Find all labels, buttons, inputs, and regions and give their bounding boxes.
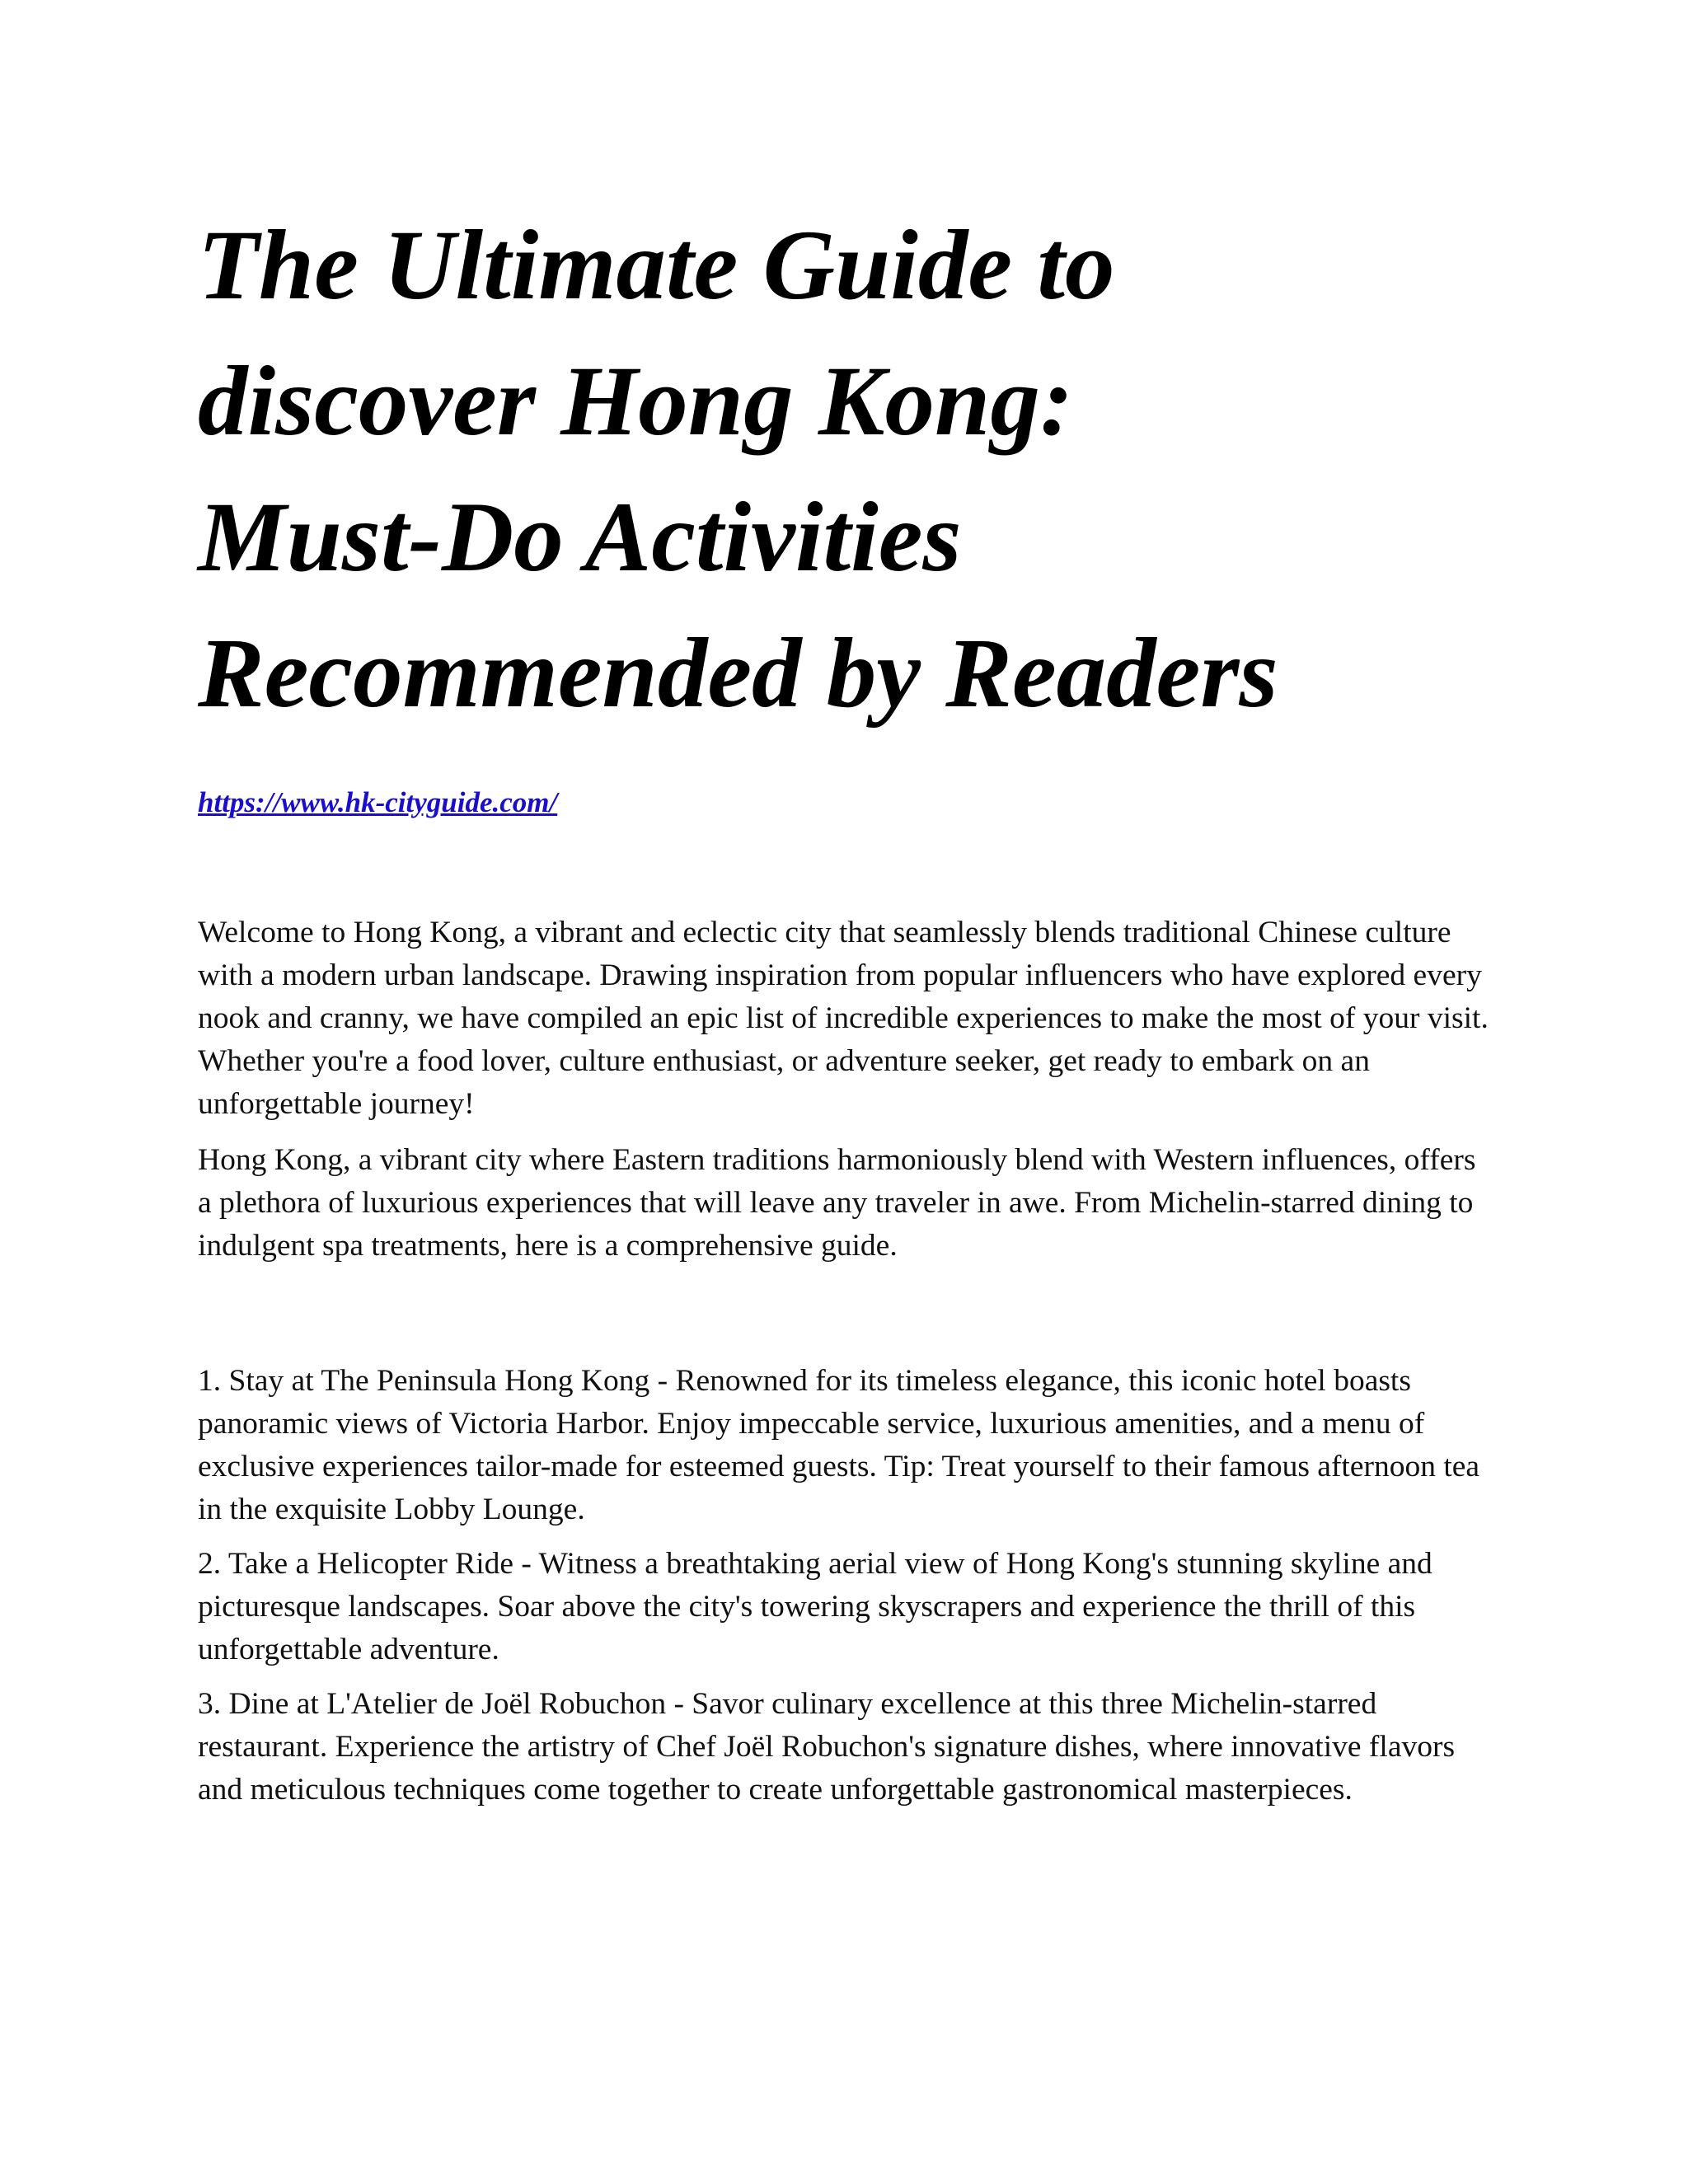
title-line-2: discover Hong Kong: [198, 346, 1074, 457]
title-line-3: Must-Do Activities [198, 482, 962, 593]
intro-paragraph-1: Welcome to Hong Kong, a vibrant and eclectic city that seamlessly blends traditional Chinese culture with a modern urban landscape. Drawing inspiration from popular influencers who have explored every nook and cranny, we have compiled an epic list of incredible experiences to make the most of your visit. Whether you're a food lover, culture enthusiast, or adventure seeker, get ready to embark on an unforgettable journey! [198, 916, 1489, 1121]
title-line-4: Recommended by Readers [198, 618, 1278, 729]
list-item: 1. Stay at The Peninsula Hong Kong - Renowned for its timeless elegance, this iconic hotel boasts panoramic views of Victoria Harbor. Enjoy impeccable service, luxurious amenities, and a menu of exclusive experiences tailor-made for esteemed guests. Tip: Treat yourself to their famous afternoon tea in the exquisite Lobby Lounge. [198, 1364, 1480, 1526]
activities-list [198, 1360, 1492, 1811]
title-line-1: The Ultimate Guide to [198, 210, 1115, 321]
document-content [198, 198, 1492, 1823]
page-title [198, 198, 1492, 742]
intro-paragraph-2: Hong Kong, a vibrant city where Eastern traditions harmoniously blend with Western influences, offers a plethora of luxurious experiences that will leave any traveler in awe. From Michelin-starred dining to indulgent spa treatments, here is a comprehensive guide. [198, 1143, 1476, 1263]
intro-section [198, 912, 1492, 1268]
list-item: 2. Take a Helicopter Ride - Witness a breathtaking aerial view of Hong Kong's stunning skyline and picturesque landscapes. Soar above the city's towering skyscrapers and experience the thrill of this unforgettable adventure. [198, 1547, 1432, 1666]
list-item: 3. Dine at L'Atelier de Joël Robuchon - Savor culinary excellence at this three Michelin-starred restaurant. Experience the artistry of Chef Joël Robuchon's signature dishes, where innovative flavors and meticulous techniques come together to create unforgettable gastronomical masterpieces. [198, 1687, 1456, 1807]
source-url-link[interactable]: https://www.hk-cityguide.com/ [198, 786, 558, 818]
